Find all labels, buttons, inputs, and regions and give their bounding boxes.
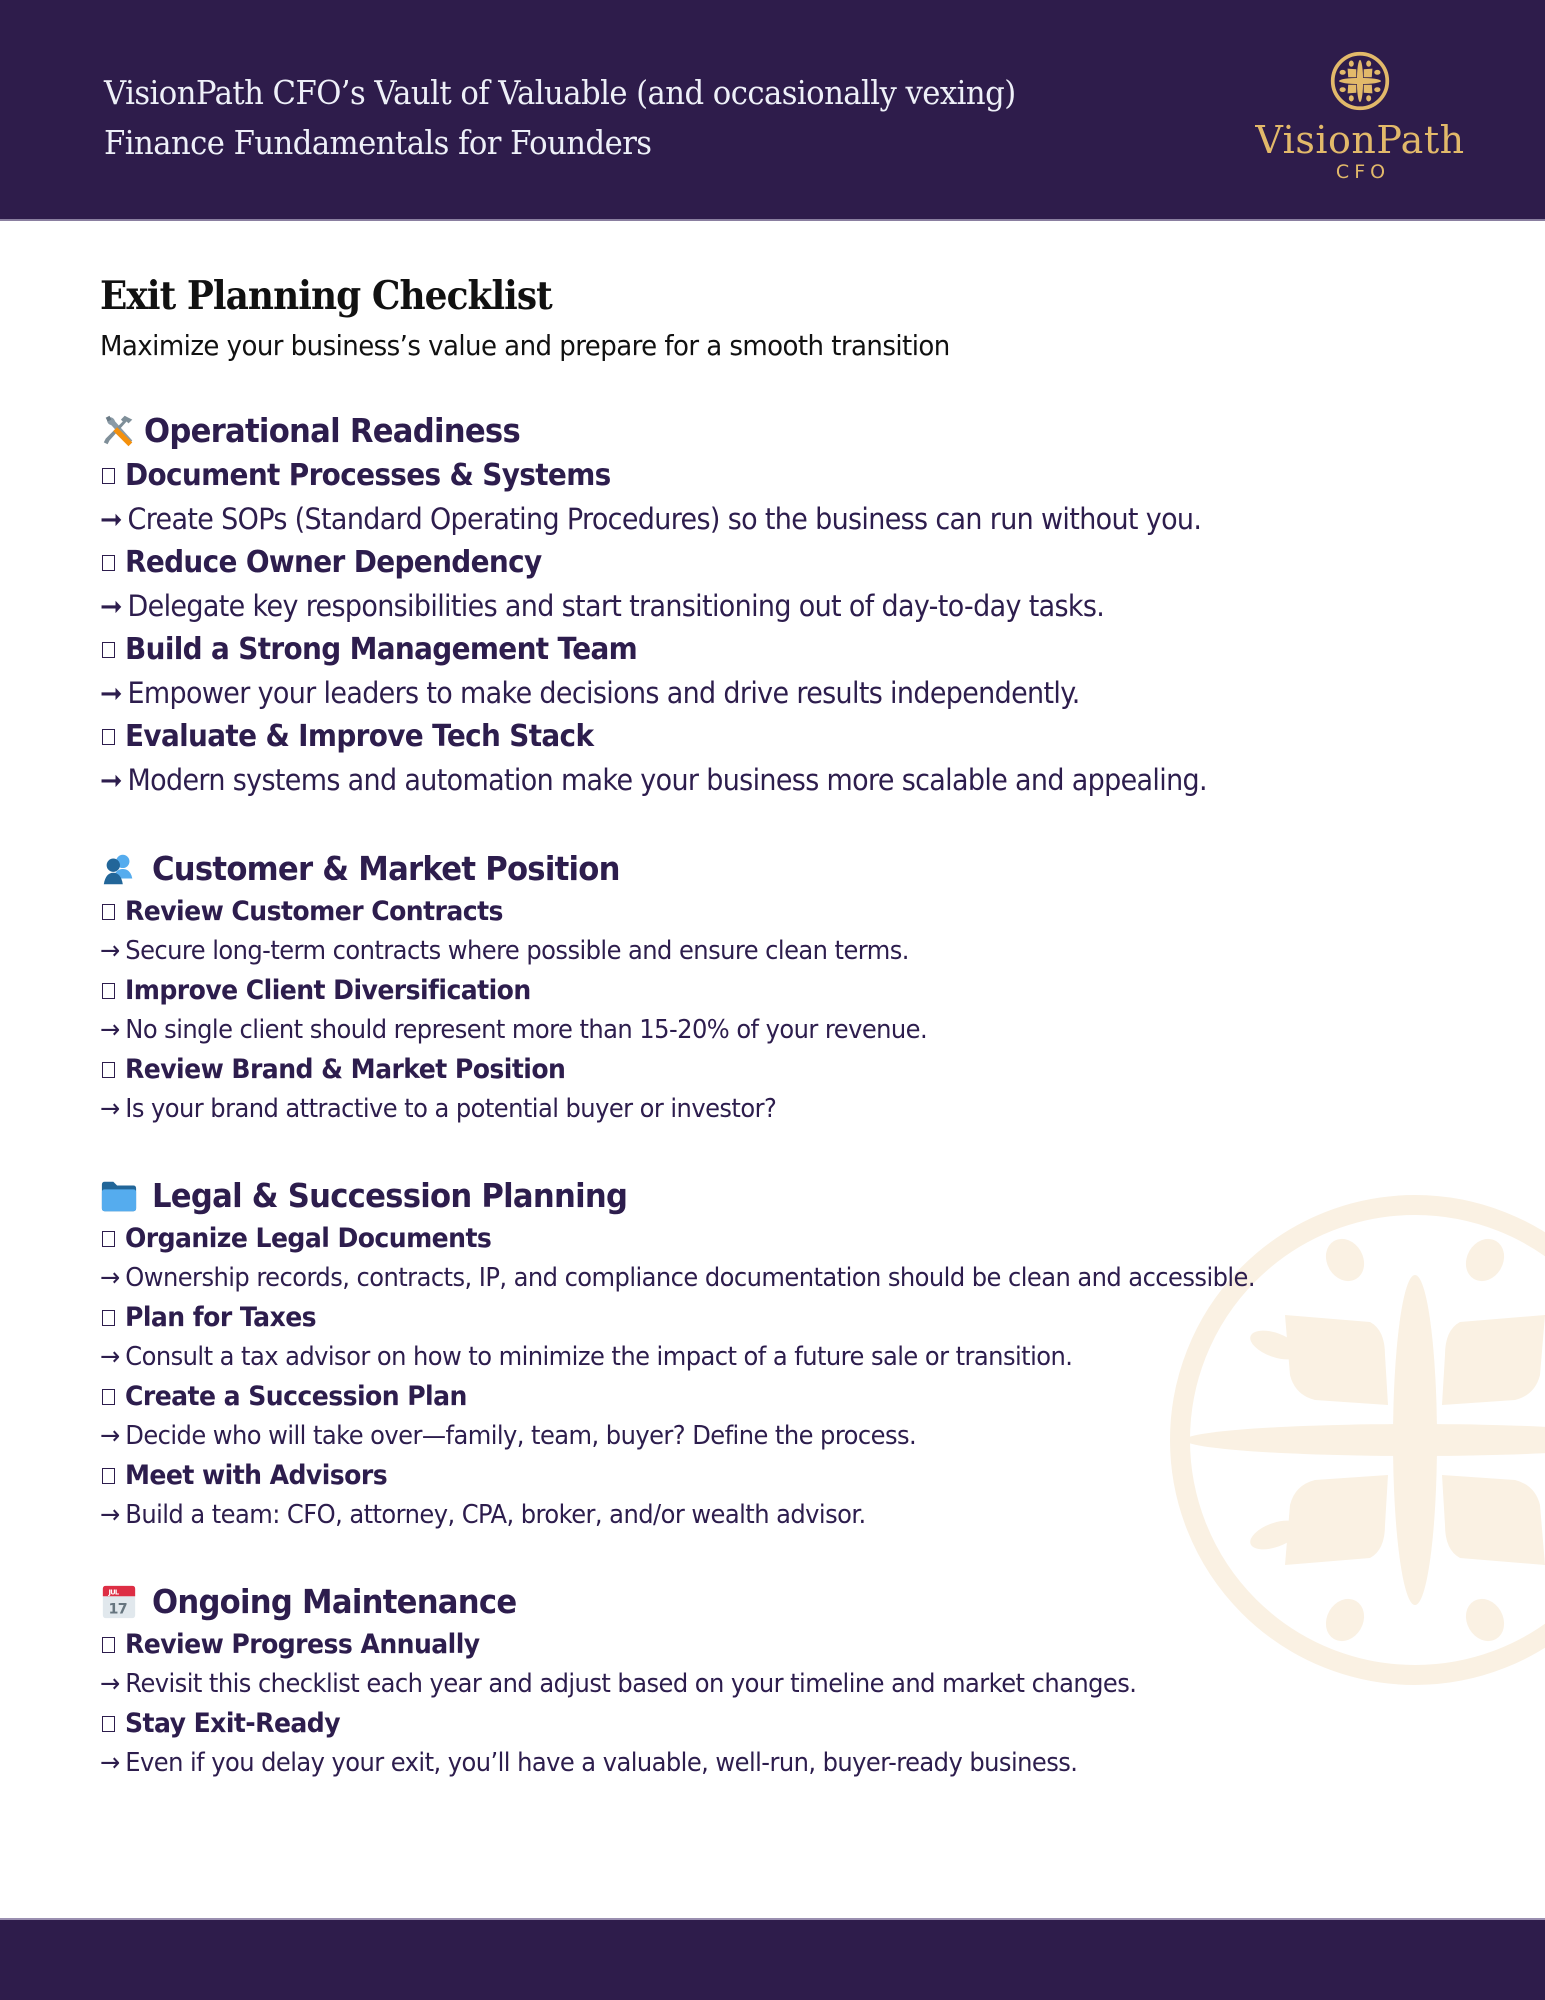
item-description: Empower your leaders to make decisions and drive results independently.: [127, 676, 1080, 710]
item-title: Review Brand & Market Position: [125, 1054, 566, 1085]
item-title: Plan for Taxes: [125, 1302, 317, 1333]
checklist-item: [100, 892, 1440, 971]
calendar-icon: [100, 1583, 138, 1621]
checkbox[interactable]: [102, 904, 115, 920]
section-heading: [100, 846, 1440, 892]
item-title: Organize Legal Documents: [125, 1223, 492, 1254]
item-description: No single client should represent more than 15-20% of your revenue.: [125, 1015, 928, 1045]
calendar-month: JUL: [108, 1588, 119, 1597]
checklist-item: [100, 1625, 1440, 1704]
item-description: Revisit this checklist each year and adjust based on your timeline and market changes.: [125, 1669, 1137, 1699]
item-description: Consult a tax advisor on how to minimize the impact of a future sale or transition.: [125, 1342, 1073, 1372]
folder-icon: [100, 1177, 138, 1215]
arrow-icon: ➞: [100, 763, 122, 797]
people-silhouette-icon: [100, 850, 138, 888]
section-heading: [100, 1579, 1440, 1625]
checkbox[interactable]: [102, 1637, 115, 1653]
checklist-item: [100, 1377, 1440, 1456]
checklist-item: [100, 454, 1440, 541]
checklist-item: [100, 1298, 1440, 1377]
item-description: Create SOPs (Standard Operating Procedures) so the business can run without you.: [127, 502, 1202, 536]
checklist-item: [100, 1219, 1440, 1298]
checkbox[interactable]: [102, 1310, 115, 1326]
arrow-icon: →: [100, 1669, 120, 1699]
calendar-day: 17: [108, 1601, 127, 1618]
item-title: Improve Client Diversification: [125, 975, 531, 1006]
item-title: Stay Exit-Ready: [125, 1708, 341, 1739]
compass-flower-icon: [1329, 50, 1391, 112]
arrow-icon: →: [100, 1500, 120, 1530]
item-title: Build a Strong Management Team: [125, 632, 638, 667]
item-description: Decide who will take over—family, team, buyer? Define the process.: [125, 1421, 917, 1451]
section-customer-market-position: [100, 846, 1440, 1129]
arrow-icon: →: [100, 1748, 120, 1778]
document-title: Exit Planning Checklist: [100, 273, 552, 319]
checklist-item: [100, 715, 1440, 802]
checklist-item: [100, 1456, 1440, 1535]
checklist-item: [100, 1050, 1440, 1129]
checkbox[interactable]: [102, 555, 115, 571]
section-heading-text: Operational Readiness: [144, 411, 520, 450]
checkbox[interactable]: [102, 983, 115, 999]
item-title: Reduce Owner Dependency: [125, 545, 542, 580]
item-description: Ownership records, contracts, IP, and compliance documentation should be clean and accessible.: [125, 1263, 1256, 1293]
arrow-icon: ➞: [100, 676, 122, 710]
arrow-icon: →: [100, 936, 120, 966]
item-title: Review Customer Contracts: [125, 896, 503, 927]
arrow-icon: →: [100, 1015, 120, 1045]
checkbox[interactable]: [102, 1062, 115, 1078]
header-title: [104, 68, 1016, 168]
logo-subtitle: CFO: [1335, 161, 1391, 183]
checklist-item: [100, 1704, 1440, 1783]
hammer-wrench-icon: [100, 412, 138, 450]
header-title-line-1: VisionPath CFO’s Vault of Valuable (and occasionally vexing): [104, 73, 1016, 112]
item-description: Build a team: CFO, attorney, CPA, broker, and/or wealth advisor.: [125, 1500, 866, 1530]
item-title: Review Progress Annually: [125, 1629, 480, 1660]
checkbox[interactable]: [102, 729, 115, 745]
section-heading-text: Customer & Market Position: [152, 849, 620, 888]
section-operational-readiness: [100, 408, 1440, 802]
item-title: Create a Succession Plan: [125, 1381, 467, 1412]
document-subtitle: Maximize your business’s value and prepare for a smooth transition: [100, 329, 950, 362]
arrow-icon: →: [100, 1421, 120, 1451]
footer-banner: [0, 1918, 1545, 2000]
logo-name: VisionPath: [1255, 118, 1465, 162]
header-banner: [0, 0, 1545, 221]
checklist-content: [100, 270, 1440, 1783]
checklist-item: [100, 628, 1440, 715]
section-heading-text: Ongoing Maintenance: [152, 1582, 517, 1621]
checkbox[interactable]: [102, 468, 115, 484]
section-heading: [100, 408, 1440, 454]
checklist-item: [100, 971, 1440, 1050]
visionpath-logo: [1240, 50, 1480, 190]
arrow-icon: ➞: [100, 502, 122, 536]
arrow-icon: →: [100, 1342, 120, 1372]
arrow-icon: →: [100, 1263, 120, 1293]
checkbox[interactable]: [102, 642, 115, 658]
section-legal-succession-planning: [100, 1173, 1440, 1535]
item-description: Is your brand attractive to a potential buyer or investor?: [125, 1094, 777, 1124]
arrow-icon: ➞: [100, 589, 122, 623]
checkbox[interactable]: [102, 1468, 115, 1484]
section-heading-text: Legal & Succession Planning: [152, 1176, 628, 1215]
section-heading: [100, 1173, 1440, 1219]
item-description: Secure long-term contracts where possible and ensure clean terms.: [125, 936, 909, 966]
item-title: Document Processes & Systems: [125, 458, 611, 493]
checkbox[interactable]: [102, 1231, 115, 1247]
section-ongoing-maintenance: [100, 1579, 1440, 1783]
header-title-line-2: Finance Fundamentals for Founders: [104, 123, 652, 162]
item-description: Even if you delay your exit, you’ll have a valuable, well-run, buyer-ready business.: [125, 1748, 1078, 1778]
item-title: Evaluate & Improve Tech Stack: [125, 719, 594, 754]
checkbox[interactable]: [102, 1389, 115, 1405]
item-title: Meet with Advisors: [125, 1460, 388, 1491]
item-description: Delegate key responsibilities and start transitioning out of day-to-day tasks.: [127, 589, 1105, 623]
item-description: Modern systems and automation make your business more scalable and appealing.: [127, 763, 1207, 797]
checkbox[interactable]: [102, 1716, 115, 1732]
checklist-item: [100, 541, 1440, 628]
arrow-icon: →: [100, 1094, 120, 1124]
